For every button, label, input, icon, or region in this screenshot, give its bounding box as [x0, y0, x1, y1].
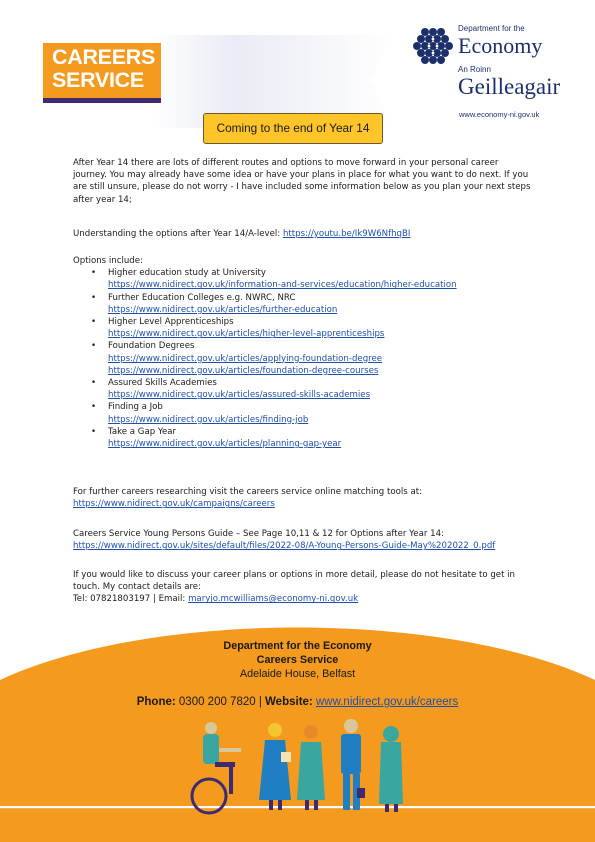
dfe-hexagon-logo-icon	[411, 26, 455, 70]
person-icon	[341, 719, 365, 810]
bullet-icon: •	[91, 341, 97, 352]
list-item	[73, 316, 533, 340]
understanding-label: Understanding the options after Year 14/A-level:	[73, 229, 283, 239]
option-title: Finding a Job	[108, 402, 163, 413]
dept-irish-name: Geilleagair	[458, 74, 561, 99]
option-title: Take a Gap Year	[108, 426, 177, 437]
option-title: Foundation Degrees	[108, 341, 195, 352]
option-link[interactable]: https://www.nidirect.gov.uk/information-and-services/education/higher-education	[108, 280, 457, 291]
logo-underline	[43, 98, 161, 103]
guide-section	[73, 528, 533, 552]
wheelchair-user-icon	[192, 722, 241, 813]
bullet-icon: •	[91, 426, 97, 437]
footer-phone-label: Phone:	[136, 696, 176, 708]
intro-paragraph	[73, 157, 533, 206]
footer-service: Careers Service	[256, 654, 339, 666]
footer-website-link[interactable]: www.nidirect.gov.uk/careers	[315, 696, 459, 708]
dept-name: Economy	[458, 33, 543, 58]
list-item	[73, 401, 533, 425]
option-title: Further Education Colleges e.g. NWRC, NRC	[108, 292, 296, 303]
option-link[interactable]: https://www.nidirect.gov.uk/articles/assured-skills-academies	[108, 390, 371, 401]
bullet-icon: •	[91, 378, 97, 389]
people-illustration	[185, 718, 415, 818]
option-link[interactable]: https://www.nidirect.gov.uk/articles/planning-gap-year	[108, 439, 342, 450]
dept-top-text: Department for the	[458, 24, 525, 33]
further-text: For further careers researching visit the careers service online matching tools at:	[73, 487, 422, 497]
bullet-icon: •	[91, 402, 97, 413]
further-section	[73, 486, 533, 510]
list-item	[73, 267, 533, 291]
logo-line1: CAREERS	[52, 45, 156, 69]
footer-phone: 0300 200 7820 |	[175, 696, 266, 708]
bullet-icon: •	[91, 317, 97, 328]
options-label: Options include:	[73, 256, 143, 266]
list-item	[73, 426, 533, 450]
guide-link[interactable]: https://www.nidirect.gov.uk/sites/default/files/2022-08/A-Young-Persons-Guide-May%202022_0.pdf	[73, 541, 496, 552]
careers-service-logo	[43, 43, 161, 98]
option-title: Higher Level Apprenticeships	[108, 317, 234, 328]
dept-irish-top: An Roinn	[458, 65, 491, 74]
list-item	[73, 377, 533, 401]
list-item	[73, 292, 533, 316]
intro-text: After Year 14 there are lots of different routes and options to move forward in your personal career journey. You may already have some idea or have your plans in place for what you want to do next. If you are still unsure, please do not worry - I have included some information below as you plan your next steps after year 14;	[73, 158, 531, 205]
contact-tel: Tel: 07821803197 | Email:	[73, 594, 189, 605]
options-list	[73, 267, 533, 450]
options-section	[73, 255, 533, 450]
dept-url[interactable]: www.economy-ni.gov.uk	[459, 110, 540, 119]
bullet-icon: •	[91, 268, 97, 279]
option-title: Assured Skills Academies	[108, 378, 217, 389]
option-link[interactable]: https://www.nidirect.gov.uk/articles/foundation-degree-courses	[108, 365, 379, 376]
option-title: Higher education study at University	[108, 268, 266, 279]
option-link[interactable]: https://www.nidirect.gov.uk/articles/higher-level-apprenticeships	[108, 329, 385, 340]
footer-website-label: Website:	[265, 696, 313, 708]
option-link[interactable]: https://www.nidirect.gov.uk/articles/further-education	[108, 304, 338, 315]
footer-contact-line	[0, 696, 595, 708]
list-item	[73, 340, 533, 377]
contact-email-link[interactable]: maryjo.mcwilliams@economy-ni.gov.uk	[188, 594, 359, 605]
banner-title: Coming to the end of Year 14	[203, 113, 383, 144]
person-icon	[379, 726, 403, 812]
option-link[interactable]: https://www.nidirect.gov.uk/articles/applying-foundation-degree	[108, 353, 383, 364]
further-link[interactable]: https://www.nidirect.gov.uk/campaigns/careers	[73, 499, 275, 510]
footer-address: Adelaide House, Belfast	[239, 668, 356, 680]
bullet-icon: •	[91, 292, 97, 303]
logo-line2: SERVICE	[52, 68, 144, 92]
guide-text: Careers Service Young Persons Guide – See Page 10,11 & 12 for Options after Year 14:	[73, 529, 444, 539]
understanding-link[interactable]: https://youtu.be/Ik9W6NfhqBI	[282, 229, 411, 239]
option-link[interactable]: https://www.nidirect.gov.uk/articles/finding-job	[108, 414, 309, 425]
person-icon	[297, 725, 325, 810]
contact-text: If you would like to discuss your career plans or options in more detail, please do not hesitate to get in touch. My contact details are:	[73, 570, 515, 593]
footer-dept: Department for the Economy	[223, 640, 372, 652]
person-icon	[259, 723, 291, 810]
understanding-line	[73, 228, 533, 240]
